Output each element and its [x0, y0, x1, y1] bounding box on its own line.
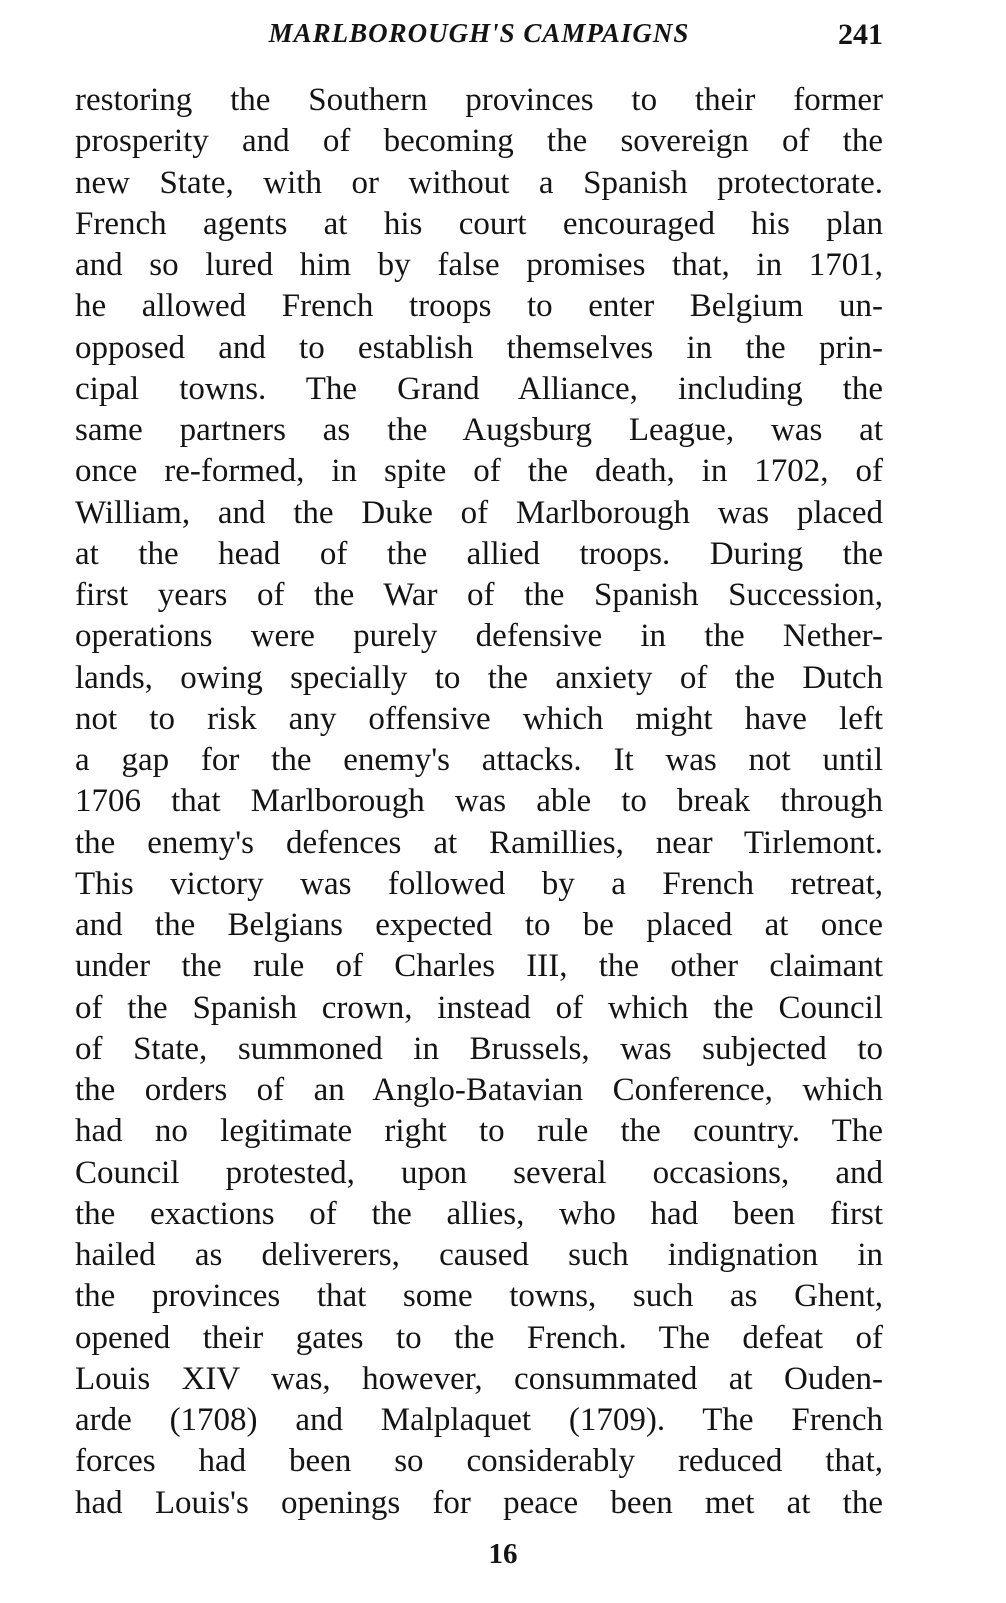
- text-line: forces had been so considerably reduced that,: [75, 1443, 883, 1480]
- text-line: under the rule of Charles III, the other claimant: [75, 948, 883, 985]
- text-line: at the head of the allied troops. During the: [75, 535, 883, 572]
- text-line: not to risk any offensive which might have left: [75, 700, 883, 737]
- text-line: cipal towns. The Grand Alliance, including the: [75, 370, 883, 407]
- text-line: William, and the Duke of Marlborough was placed: [75, 494, 883, 531]
- text-line: first years of the War of the Spanish Succession,: [75, 577, 883, 613]
- text-line: of State, summoned in Brussels, was subjected to: [75, 1030, 883, 1067]
- running-title: MARLBOROUGH'S CAMPAIGNS: [268, 18, 690, 48]
- text-line: he allowed French troops to enter Belgium un-: [75, 288, 883, 325]
- text-line: and the Belgians expected to be placed at once: [75, 907, 883, 943]
- text-line: 1706 that Marlborough was able to break through: [75, 783, 883, 820]
- running-head: [75, 16, 883, 60]
- text-line: had Louis's openings for peace been met at the: [75, 1484, 883, 1521]
- text-line: the enemy's defences at Ramillies, near Tirlemont.: [75, 824, 883, 861]
- text-line: operations were purely defensive in the Nether-: [75, 618, 883, 655]
- text-line: and so lured him by false promises that, in 1701,: [75, 247, 883, 283]
- text-line: the orders of an Anglo-Batavian Conference, which: [75, 1072, 883, 1108]
- text-line: This victory was followed by a French retreat,: [75, 865, 883, 902]
- text-line: opened their gates to the French. The defeat of: [75, 1319, 883, 1356]
- signature-mark: 16: [488, 1538, 518, 1570]
- text-line: same partners as the Augsburg League, was at: [75, 412, 883, 448]
- text-line: arde (1708) and Malplaquet (1709). The French: [75, 1402, 883, 1438]
- text-line: the provinces that some towns, such as Ghent,: [75, 1278, 883, 1315]
- text-line: new State, with or without a Spanish protectorate.: [75, 164, 883, 201]
- text-line: Council protested, upon several occasions, and: [75, 1154, 883, 1191]
- text-line: hailed as deliverers, caused such indignation in: [75, 1237, 883, 1273]
- text-line: Louis XIV was, however, consummated at Ouden-: [75, 1360, 883, 1397]
- text-line: restoring the Southern provinces to their former: [75, 82, 883, 118]
- page-number: 241: [838, 18, 883, 51]
- text-line: lands, owing specially to the anxiety of the Dutch: [75, 659, 883, 696]
- text-line: once re-formed, in spite of the death, in 1702, of: [75, 453, 883, 490]
- text-line: French agents at his court encouraged his plan: [75, 205, 883, 242]
- body-paragraph: [75, 80, 883, 1524]
- text-line: a gap for the enemy's attacks. It was not until: [75, 742, 883, 778]
- text-line: prosperity and of becoming the sovereign of the: [75, 123, 883, 160]
- text-line: had no legitimate right to rule the country. The: [75, 1113, 883, 1150]
- text-line: opposed and to establish themselves in the prin-: [75, 329, 883, 366]
- text-line: the exactions of the allies, who had been first: [75, 1195, 883, 1232]
- text-line: of the Spanish crown, instead of which the Council: [75, 989, 883, 1026]
